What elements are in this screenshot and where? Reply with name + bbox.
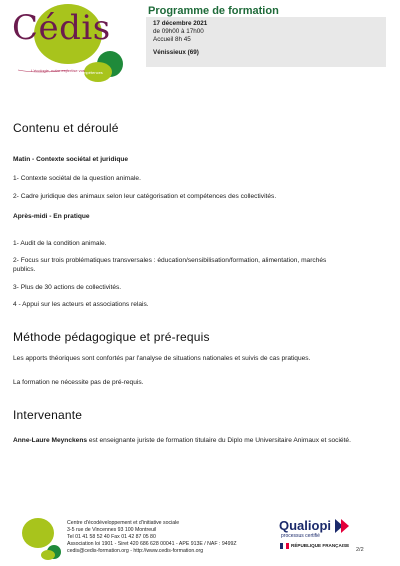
qualiopi-arrow-icon: [335, 519, 351, 533]
afternoon-item: 3- Plus de 30 actions de collectivités.: [13, 284, 122, 291]
footer-line: Centre d'écodéveloppement et d'initiative sociale: [67, 520, 180, 526]
method-paragraph: La formation ne nécessite pas de pré-requis.: [13, 379, 144, 386]
session-info-box: [146, 17, 386, 67]
speaker-name: Anne-Laure Meynckens: [13, 437, 88, 444]
footer-logo: [20, 515, 62, 561]
session-welcome: Accueil 8h 45: [153, 36, 191, 43]
session-location: Vénissieux (69): [153, 49, 199, 56]
content-heading: Contenu et déroulé: [13, 121, 119, 135]
qualiopi-subtitle: processus certifié: [281, 533, 320, 539]
speaker-bio: [13, 436, 358, 445]
afternoon-title: Après-midi - En pratique: [13, 213, 90, 220]
footer-line: cedis@cedis-formation.org - http://www.cedis-formation.org: [67, 548, 204, 554]
logo-tagline: L'écologie, notre expertise vos: [31, 68, 85, 73]
morning-item: 1- Contexte sociétal de la question animale.: [13, 175, 141, 182]
session-date: 17 décembre 2021: [153, 20, 208, 27]
morning-item: 2- Cadre juridique des animaux selon leur catégorisation et compétences des collectivités.: [13, 193, 277, 200]
page-number: 2/2: [356, 547, 364, 553]
afternoon-item: 1- Audit de la condition animale.: [13, 240, 107, 247]
footer-line: Association loi 1901 - Siret 420 686 628 00041 - APE 913E / NAF : 9499Z: [67, 541, 237, 547]
logo-tagline-suffix: compétences: [79, 70, 103, 75]
session-hours: de 09h00 à 17h00: [153, 28, 204, 35]
republique-label: RÉPUBLIQUE FRANÇAISE: [291, 543, 350, 548]
method-heading: Méthode pédagogique et pré-requis: [13, 330, 210, 344]
qualiopi-name: Qualiopi: [279, 518, 331, 533]
french-flag-icon: [280, 543, 289, 549]
speaker-bio-text: est enseignante juriste de formation titulaire du Diplo me Universitaire Animaux et société.: [87, 437, 351, 444]
afternoon-item: 4 - Appui sur les acteurs et associations relais.: [13, 301, 149, 308]
footer-logo-icon: [20, 515, 62, 561]
qualiopi-logo: [279, 518, 354, 554]
morning-title: Matin - Contexte sociétal et juridique: [13, 156, 129, 163]
footer-line: Tel 01 41 58 52 40 Fax 01 42 87 05 80: [67, 534, 156, 540]
speaker-heading: Intervenante: [13, 408, 83, 422]
afternoon-item: 2- Focus sur trois problématiques transversales : éducation/sensibilisation/formation, alimentation, marchés publics.: [13, 257, 327, 273]
program-title: Programme de formation: [148, 5, 279, 17]
method-paragraph: Les apports théoriques sont confortés par l'analyse de situations nationales et suivis de cas pratiques.: [13, 355, 311, 362]
logo-wordmark: Cédis: [12, 8, 111, 48]
cedis-logo: [8, 4, 133, 86]
footer-line: 3-5 rue de Vincennes 93 100 Montreuil: [67, 527, 157, 533]
